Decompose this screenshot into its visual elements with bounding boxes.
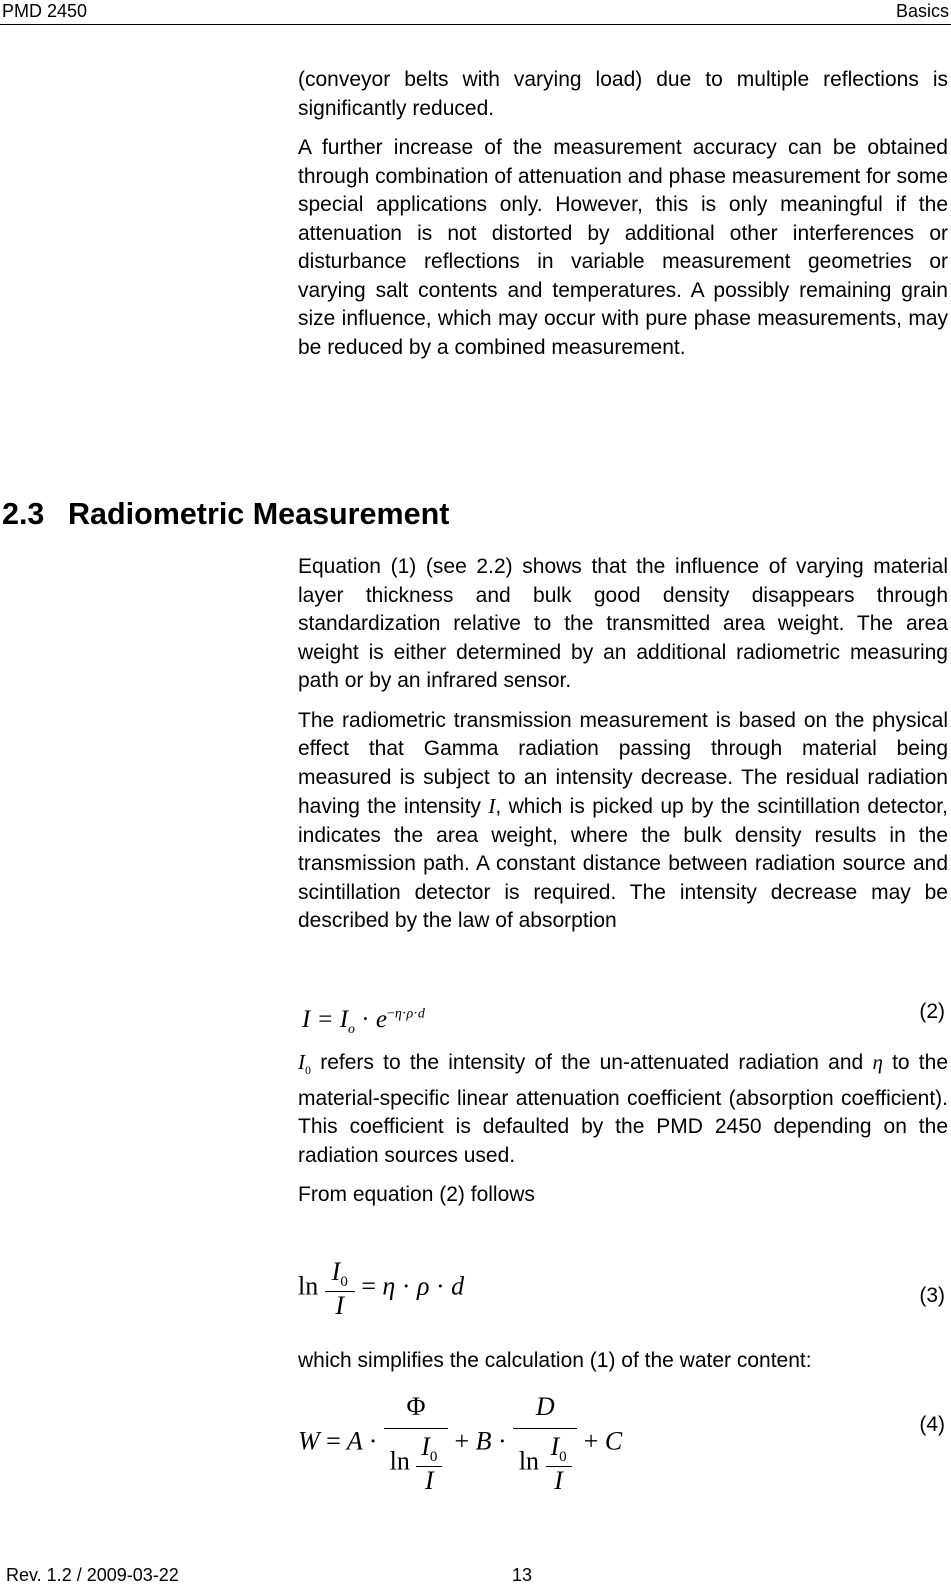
header-product: PMD 2450 [2,1,88,21]
eta-variable: η [872,1050,883,1074]
body-paragraph-4: From equation (2) follows [298,1183,535,1207]
intro-paragraph-1: (conveyor belts with varying load) due to multiple reflections is significantly reduced. [298,68,948,120]
equation-3 [298,1258,948,1332]
equation-3-formula: ln $\frac{I_0}{I}$ = η · ρ · d [298,1257,465,1320]
body-text-3 [298,1347,948,1376]
header-chapter: Basics [895,1,949,21]
equation-4-formula: W = A · Φ ln $\frac{I_0}{I}$ + B · D ln $\frac{I_0}{I}$ + C [298,1392,623,1496]
body-text-2 [298,1048,948,1210]
equation-2-number: (2) [919,1000,945,1023]
page-header [0,0,951,25]
body-paragraph-1: Equation (1) (see 2.2) shows that the influence of varying material layer thickness and bulk good density disappears through standardization relative to the transmitted area weight. The area weight is either determined by an additional radiometric measuring path or by an infrared sensor. [298,555,948,692]
equation-2 [298,1000,948,1044]
footer-page-number: 13 [512,1565,533,1585]
footer-revision: Rev. 1.2 / 2009-03-22 [6,1565,179,1585]
section-number: 2.3 [2,497,45,531]
body-paragraph-3: $I_0$ refers to the intensity of the un-attenuated radiation and η to the material-specific linear attenuation coefficient (absorption coefficient). This coefficient is defaulted by the PMD 2450 depending on the radiation sources used. [298,1050,948,1167]
intro-paragraph-2: A further increase of the measurement accuracy can be obtained through combination of attenuation and phase measurement for some special applications only. However, this is only meaningful if the attenuation is not distorted by additional other interferences or disturbance reflections in variable measurement geometries or varying salt contents and temperatures. A possibly remaining grain size influence, which may occur with pure phase measurements, may be reduced by a combined measurement. [298,136,948,359]
body-paragraph-5: which simplifies the calculation (1) of the water content: [298,1349,812,1372]
initial-intensity-variable: $I_0$ [298,1050,311,1078]
equation-4 [298,1393,948,1513]
intensity-variable: I [488,794,496,818]
equation-4-number: (4) [919,1413,945,1436]
section-heading [2,496,449,532]
equation-3-number: (3) [919,1284,945,1307]
intro-text [298,66,948,362]
body-text [298,553,948,936]
body-paragraph-2: The radiometric transmission measurement is based on the physical effect that Gamma radiation passing through material being measured is subject to an intensity decrease. The residual radiation having the intensity I, which is picked up by the scintillation detector, indicates the area weight, where the bulk density results in the transmission path. A constant distance between radiation source and scintillation detector is required. The intensity decrease may be described by the law of absorption [298,708,948,932]
section-title: Radiometric Measurement [68,497,450,531]
equation-2-formula: $I = I_o \cdot e^{-\eta\cdot\rho\cdot d}$ [302,1006,425,1037]
